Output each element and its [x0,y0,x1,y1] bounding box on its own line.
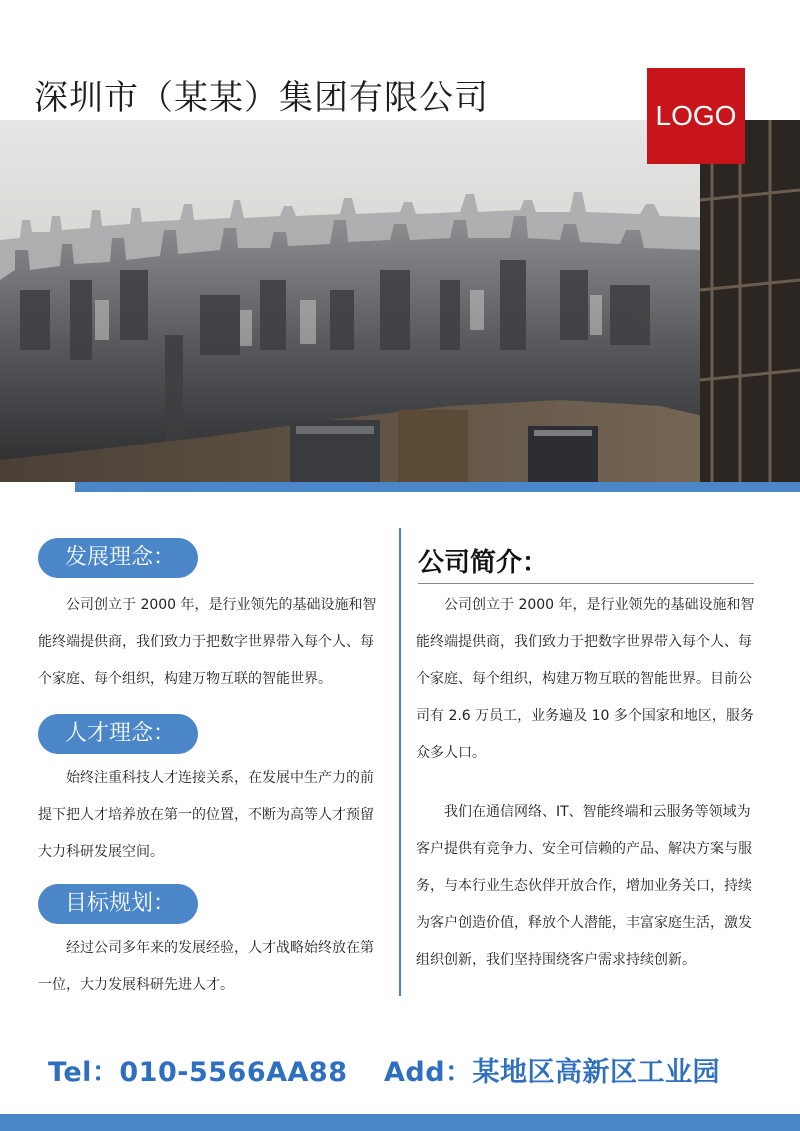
hero-accent-bar [75,482,800,492]
company-title: 深圳市（某某）集团有限公司 [34,78,489,118]
company-profile-heading: 公司简介： [418,548,549,578]
city-skyline-photo [0,120,800,482]
logo: LOGO [647,68,745,164]
column-divider [399,528,401,996]
company-profile-paragraph-2: 我们在通信网络、IT、智能终端和云服务等领域为客户提供有竞争力、安全可信赖的产品、解决方案与服务，与本行业生态伙伴开放合作，增加业务关口，持续为客户创造价值，释放个人潜能，丰富家庭生活，激发组织创新，我们坚持围绕客户需求持续创新。 [416,804,752,968]
footer-accent-bar [0,1114,800,1131]
section-heading-talent: 人才理念： [38,714,198,754]
section-heading-goals: 目标规划： [38,884,198,924]
company-profile-paragraph-1: 公司创立于 2000 年，是行业领先的基础设施和智能终端提供商，我们致力于把数字世界带入每个人、每个家庭、每个组织，构建万物互联的智能世界。目前公司有 2.6 万员工，业务遍及 10 多个国家和地区，服务众多人口。 [416,597,755,761]
section-text-talent: 始终注重科技人才连接关系，在发展中生产力的前提下把人才培养放在第一的位置，不断为高等人才预留大力科研发展空间。 [38,770,374,860]
section-text-goals: 经过公司多年来的发展经验，人才战略始终放在第一位，大力发展科研先进人才。 [38,940,374,993]
section-heading-development: 发展理念： [38,538,198,578]
footer-address: Add：某地区高新区工业园 [384,1057,721,1088]
section-text-development: 公司创立于 2000 年，是行业领先的基础设施和智能终端提供商，我们致力于把数字世界带入每个人、每个家庭、每个组织，构建万物互联的智能世界。 [38,597,377,687]
heading-underline [418,583,754,584]
footer-telephone: Tel：010-5566AA88 [48,1057,348,1088]
